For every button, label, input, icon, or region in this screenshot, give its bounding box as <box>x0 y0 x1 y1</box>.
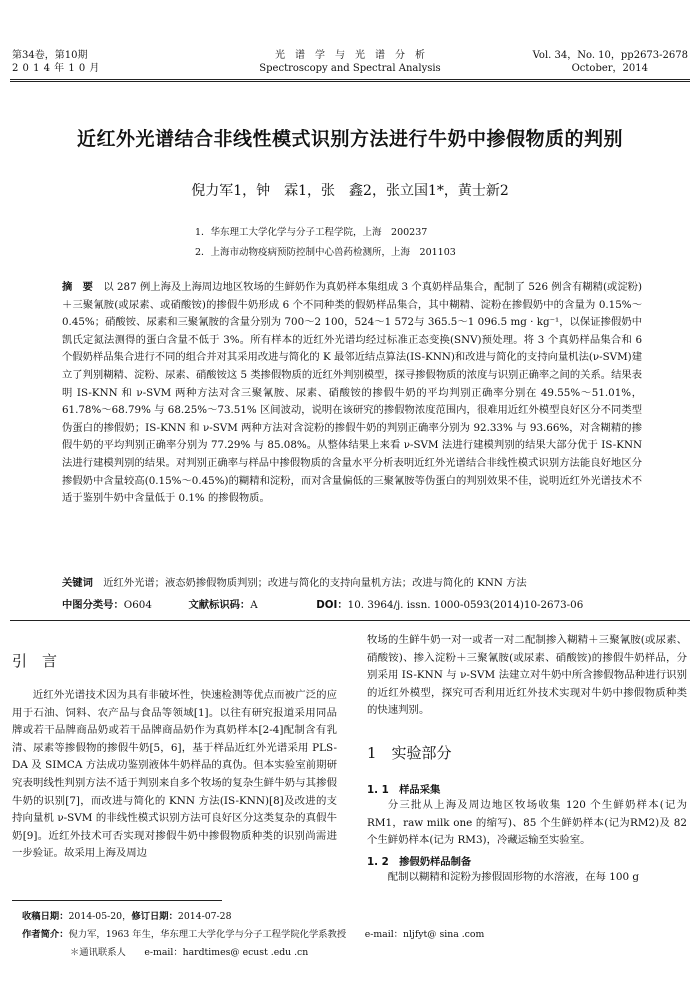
journal-title-cn: 光 谱 学 与 光 谱 分 析 <box>275 50 425 61</box>
clc-value: O604 <box>123 599 152 611</box>
keywords-text: 近红外光谱；液态奶掺假物质判别；改进与简化的支持向量机方法；改进与简化的 KNN 方法 <box>103 577 527 589</box>
abstract-block <box>62 279 642 508</box>
author-list: 倪力军1，钟 霖1，张 鑫2，张立国1*，黄士新2 <box>191 183 509 199</box>
footnote-rule <box>12 900 222 901</box>
intro-heading: 引 言 <box>12 652 58 670</box>
paper-title: 近红外光谱结合非线性模式识别方法进行牛奶中掺假物质的判别 <box>76 128 623 150</box>
abstract-rule <box>10 620 690 621</box>
keywords-line <box>62 574 527 589</box>
intro-right-text: 牧场的生鲜牛奶一对一或者一对二配制掺入糊精＋三聚氰胺(或尿素、硝酸铵)、掺入淀粉＋三聚氰胺(或尿素、硝酸铵)的掺假牛奶样品，分别采用 IS-KNN 与 ν-SVM 法建立对牛奶中所含掺假物品种进行识别的近红外模型，探究可否利用近红外技术实现对牛奶中掺假物质种类的快速判别。 <box>367 634 687 717</box>
classification-line <box>62 596 583 611</box>
subsection-1-1-text: 分三批从上海及周边地区牧场收集 120 个生鲜奶样本(记为 RM1，raw milk one 的缩写)、85 个生鲜奶样本(记为RM2)及 82 个生鲜奶样本(记为 RM3)，冷藏运输至实验室。 <box>367 799 687 847</box>
doc-code-label: 文献标识码： <box>188 599 251 611</box>
header-rule-double <box>10 81 690 82</box>
author-bio-line <box>22 926 484 940</box>
abstract-text: 以 287 例上海及上海周边地区牧场的生鲜奶作为真奶样本集组成 3 个真奶样品集合，配制了 526 例含有糊精(或淀粉)＋三聚氰胺(或尿素、或硝酸铵)的掺假牛奶形成 6 个不同种类的假奶样品集合，其中糊精、淀粉在掺假奶中的含量为 0.15%～0.45%；硝酸铵、尿素和三聚氰胺的含量分别为 700～2 100，524～1 572与 365.5～1 096.5 mg · kg⁻¹，以保证掺假奶中凯氏定氮法测得的蛋白含量不低于 3%。所有样本的近红外光谱均经过标准正态变换(SNV)预处理。将 3 个真奶样品集合和 6 个假奶样品集合进行不同的组合并对其采用改进与简化的 K 最邻近结点算法(IS-KNN)和改进与简化的支持向量机法(ν-SVM)建立了判别糊精、淀粉、尿素、硝酸铵这 5 类掺假物质的近红外判别模型，探寻掺假物质的浓度与识别正确率之间的关系。结果表明 IS-KNN 和 ν-SVM 两种方法对含三聚氰胺、尿素、硝酸铵的掺假牛奶的平均判别正确率分别在 49.55%～51.01%，61.78%～68.79% 与 68.25%～73.51% 区间波动，说明在该研究的掺假物浓度范围内，很难用近红外模型良好区分不同类型伪蛋白的掺假奶；IS-KNN 和 ν-SVM 两种方法对含淀粉的掺假牛奶的判别正确率分别为 92.33% 与 93.66%，对含糊精的掺假牛奶的平均判别正确率分别为 77.29% 与 85.08%。从整体结果上来看 ν-SVM 法进行建模判别的结果大部分优于 IS-KNN 法进行建模判别的结果。对判别正确率与样品中掺假物质的含量水平分析表明近红外光谱结合非线性模式识别方法能良好地区分掺假奶中含量较高(0.15%～0.45%)的糊精和淀粉，而对含量偏低的三聚氰胺等伪蛋白的判别效果不佳，说明近红外光谱技术不适于鉴别牛奶中含量低于 0.1% 的掺假物质。 <box>62 281 643 505</box>
doi-label: DOI： <box>316 599 348 611</box>
dates-line <box>22 908 232 922</box>
bio-text: 倪力军，1963 年生，华东理工大学化学与分子工程学院化学系教授 e-mail：nljfyt@ sina .com <box>68 929 485 940</box>
volume-issue-en: Vol. 34，No. 10，pp2673-2678 <box>532 50 688 61</box>
volume-issue-cn: 第34卷，第10期 <box>12 50 88 61</box>
bio-label: 作者简介： <box>22 929 69 940</box>
received-label: 收稿日期： <box>22 911 69 922</box>
journal-title-en: Spectroscopy and Spectral Analysis <box>259 63 441 74</box>
subsection-1-2-heading: 1. 2 掺假奶样品制备 <box>367 856 472 868</box>
clc-label: 中图分类号： <box>62 599 124 611</box>
doi-value: 10. 3964/j. issn. 1000-0593(2014)10-2673-06 <box>347 599 584 611</box>
section-1-heading: 1 实验部分 <box>367 744 452 762</box>
affiliation-2: 2．上海市动物疫病预防控制中心兽药检测所，上海 201103 <box>195 247 456 258</box>
doc-code-value: A <box>250 599 258 611</box>
subsection-1-2-text: 配制以糊精和淀粉为掺假固形物的水溶液，在每 100 g <box>387 871 640 883</box>
corresponding-author: ＊通讯联系人 e-mail：hardtimes@ ecust .edu .cn <box>70 947 309 958</box>
revised-label: 修订日期： <box>131 911 178 922</box>
affiliation-1: 1．华东理工大学化学与分子工程学院，上海 200237 <box>195 227 428 238</box>
keywords-label: 关键词 <box>62 577 93 589</box>
revised-date: 2014-07-28 <box>177 911 232 922</box>
abstract-label: 摘 要 <box>62 281 93 293</box>
intro-left-text: 近红外光谱技术因为具有非破坏性，快速检测等优点而被广泛的应用于石油、饲料、农产品与食品等领域[1]。以往有研究报道采用同品牌或若干品牌商品奶或若干品牌商品奶作为真奶样本[2-4]配制含有乳清、尿素等掺假物的掺假牛奶[5，6]，基于样品近红外光谱采用 PLS-DA 及 SIMCA 方法成功鉴别液体牛奶样品的真伪。但本实验室前期研究表明线性判别方法不适于判别来自多个牧场的复杂生鲜牛奶与其掺假牛奶的识别[7]，而改进与简化的 KNN 方法(IS-KNN)[8]及改进的支持向量机 ν-SVM 的非线性模式识别方法可良好区分这类复杂的真假牛奶[9]。近红外技术可否实现对掺假牛奶中掺假物质种类的识别尚需进一步验证。故采用上海及周边 <box>12 689 337 860</box>
date-cn: 2 0 1 4 年 1 0 月 <box>12 63 100 74</box>
subsection-1-1-heading: 1. 1 样品采集 <box>367 784 441 796</box>
date-en: October，2014 <box>571 63 648 74</box>
received-date: 2014-05-20， <box>68 911 132 922</box>
header-rule <box>10 79 690 80</box>
